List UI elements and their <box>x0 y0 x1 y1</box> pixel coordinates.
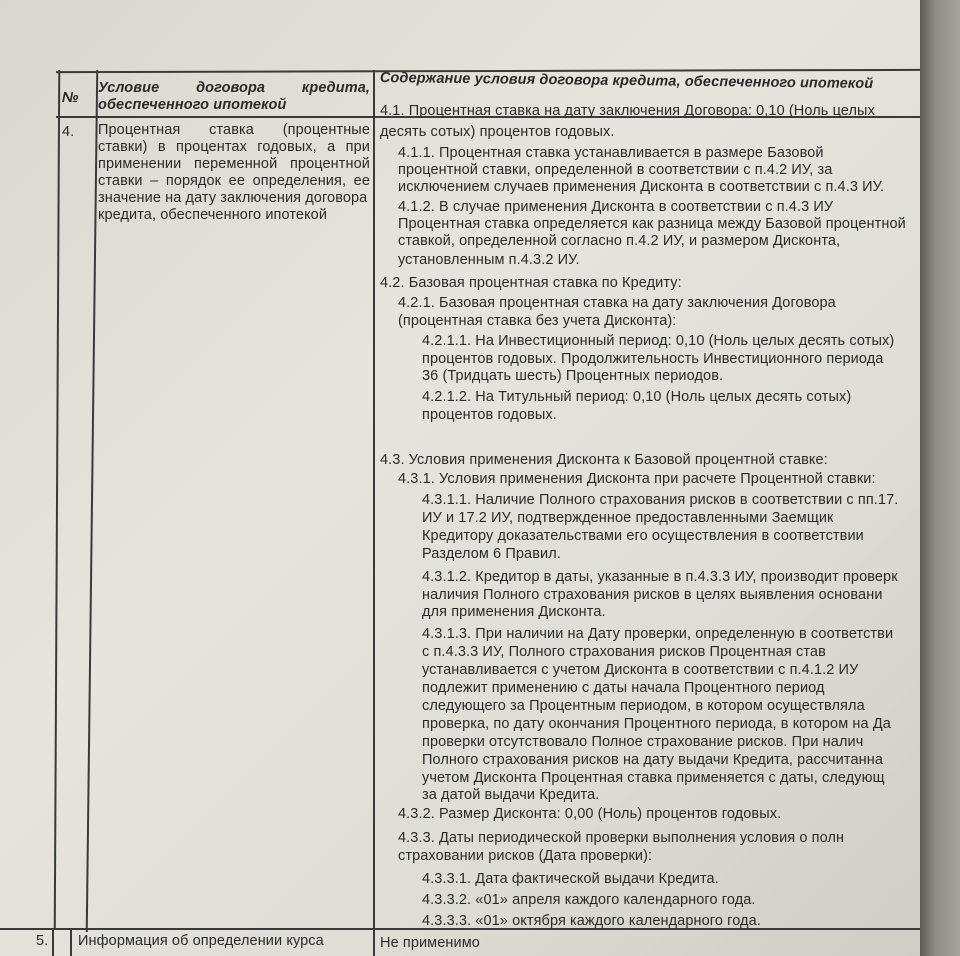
clause-4-3-2: 4.3.2. Размер Дисконта: 0,00 (Ноль) процентов годовых. <box>398 806 782 822</box>
clause-line: учетом Дисконта Процентная ставка применяется с даты, следующ <box>422 770 885 786</box>
row4-condition-line: Процентная ставка (процентные <box>98 122 370 138</box>
clause-4-1-2: 4.1.2. В случае применения Дисконта в соответствии с п.4.3 ИУ <box>398 199 834 215</box>
clause-4-2-1-1: 4.2.1.1. На Инвестиционный период: 0,10 (Ноль целых десять сотых) <box>422 333 895 349</box>
clause-4-1: 4.1. Процентная ставка на дату заключения Договора: 0,10 (Ноль целых <box>380 103 875 119</box>
clause-line: страховании рисков (Дата проверки): <box>398 848 653 864</box>
clause-line: исключением случаев применения Дисконта в соответствии с п.4.3 ИУ. <box>398 179 885 195</box>
clause-line: процентов годовых. <box>422 407 557 423</box>
clause-line: для применения Дисконта. <box>422 604 606 620</box>
row4-num: 4. <box>62 124 75 140</box>
clause-line: (процентная ставка без учета Дисконта): <box>398 313 677 329</box>
clause-line: с п.4.3.3 ИУ, Полного страхования рисков Процентная став <box>422 644 826 660</box>
header-condition-line1: Условие договора кредита, <box>98 80 370 96</box>
row5-left-border <box>52 928 54 956</box>
clause-4-2: 4.2. Базовая процентная ставка по Кредиту: <box>380 275 682 291</box>
header-condition-line2: обеспеченного ипотекой <box>98 97 287 113</box>
clause-4-3-3-3: 4.3.3.3. «01» октября каждого календарного года. <box>422 913 761 929</box>
clause-4-3-3: 4.3.3. Даты периодической проверки выполнения условия о полн <box>398 830 845 846</box>
row5-col1-divider <box>70 928 72 956</box>
clause-line: Разделом 6 Правил. <box>422 546 561 562</box>
clause-4-3-1-2: 4.3.1.2. Кредитор в даты, указанные в п.4.3.3 ИУ, производит проверк <box>422 569 898 585</box>
header-content: Содержание условия договора кредита, обеспеченного ипотекой <box>379 70 874 93</box>
clause-line: десять сотых) процентов годовых. <box>380 124 615 140</box>
col2-divider <box>373 70 375 956</box>
row4-condition-line: кредита, обеспеченного ипотекой <box>98 207 328 223</box>
header-num: № <box>62 90 79 106</box>
row5-content: Не применимо <box>380 935 480 951</box>
clause-4-3-3-2: 4.3.3.2. «01» апреля каждого календарного года. <box>422 892 756 908</box>
clause-line: 36 (Тридцать шесть) Процентных периодов. <box>422 368 724 384</box>
clause-line: наличия Полного страхования рисков в целях выявления основани <box>422 587 883 603</box>
clause-4-3-1-3: 4.3.1.3. При наличии на Дату проверки, определенную в соответстви <box>422 626 894 642</box>
clause-4-1-1: 4.1.1. Процентная ставка устанавливается в размере Базовой <box>398 145 824 161</box>
row4-condition-line: ставки) в процентах годовых, а при <box>98 139 370 155</box>
clause-line: следующего за Процентным периодом, в котором осуществляла <box>422 698 865 714</box>
clause-line: проверки отсутствовало Полное страхование рисков. При налич <box>422 734 864 750</box>
clause-line: ИУ и 17.2 ИУ, подтвержденное предоставленными Заемщик <box>422 510 834 526</box>
row5-num: 5. <box>36 933 49 949</box>
clause-line: подлежит применению с даты начала Процентного период <box>422 680 825 696</box>
row4-condition-line: значение на дату заключения договора <box>98 190 368 206</box>
clause-line: Процентная ставка определяется как разница между Базовой процентной <box>398 216 906 232</box>
clause-line: за датой выдачи Кредита. <box>422 787 600 803</box>
clause-line: процентов годовых. Продолжительность Инвестиционного периода <box>422 351 884 367</box>
table-left-border <box>54 70 60 930</box>
col1-divider <box>86 70 98 932</box>
clause-line: установленным п.4.3.2 ИУ. <box>398 252 580 268</box>
clause-4-3-1: 4.3.1. Условия применения Дисконта при расчете Процентной ставки: <box>398 471 876 487</box>
clause-4-3-3-1: 4.3.3.1. Дата фактической выдачи Кредита. <box>422 871 719 887</box>
clause-4-2-1-2: 4.2.1.2. На Титульный период: 0,10 (Ноль целых десять сотых) <box>422 389 852 405</box>
clause-line: устанавливается с учетом Дисконта в соответствии с п.4.1.2 ИУ <box>422 662 859 678</box>
row4-condition-line: ставки – порядок ее определения, ее <box>98 173 370 189</box>
page-edge-shadow <box>920 0 960 956</box>
clause-line: Кредитору доказательствами его осуществления в соответствии <box>422 528 864 544</box>
clause-line: процентной ставки, определенной в соответствии с п.4.2 ИУ, за <box>398 162 833 178</box>
clause-4-3: 4.3. Условия применения Дисконта к Базовой процентной ставке: <box>380 452 828 468</box>
clause-4-3-1-1: 4.3.1.1. Наличие Полного страхования рисков в соответствии с пп.17. <box>422 492 899 508</box>
row5-condition: Информация об определении курса <box>78 933 324 949</box>
clause-4-2-1: 4.2.1. Базовая процентная ставка на дату заключения Договора <box>398 295 836 311</box>
clause-line: ставкой, определенной согласно п.4.2 ИУ, и размером Дисконта, <box>398 233 841 249</box>
clause-line: проверка, по дату окончания Процентного периода, в котором на Да <box>422 716 891 732</box>
row4-condition-line: применении переменной процентной <box>98 156 370 172</box>
clause-line: Полного страхования рисков на дату выдачи Кредита, рассчитанна <box>422 752 884 768</box>
